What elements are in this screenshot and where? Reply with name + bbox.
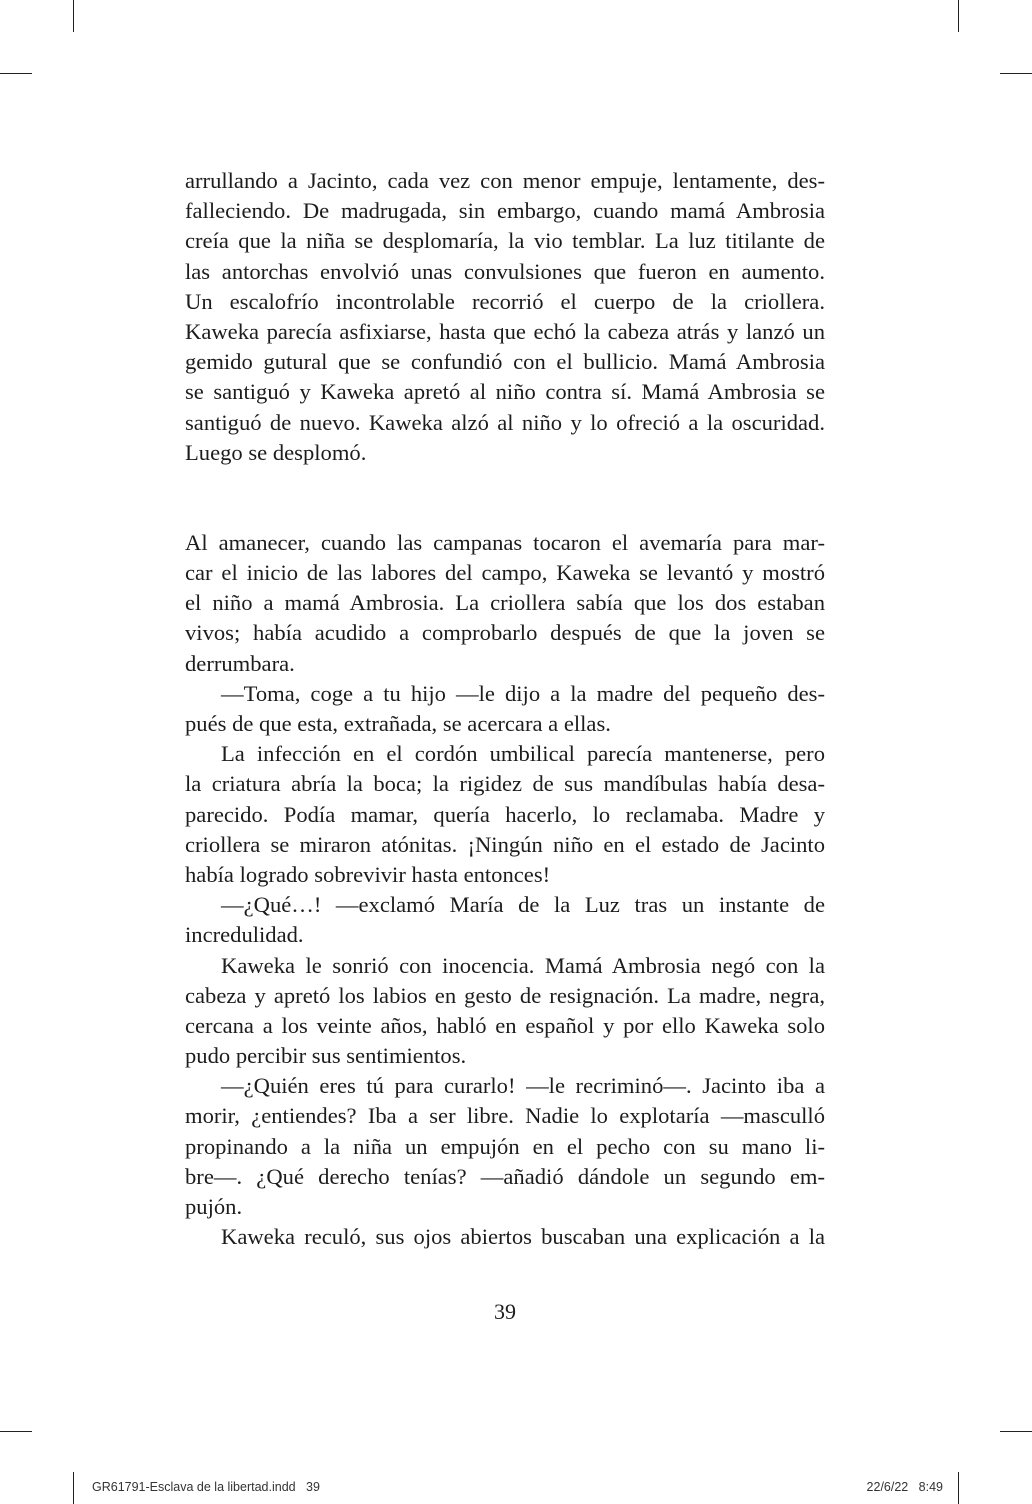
- crop-mark-bottom-left: [73, 1472, 74, 1504]
- text-line: las antorchas envolvió unas convulsiones que fueron en aumento.: [185, 258, 825, 284]
- crop-mark-bottom-left-h: [0, 1431, 32, 1432]
- text-line: pués de que esta, extrañada, se acercara a ellas.: [185, 711, 611, 736]
- slug-filename: GR61791-Esclava de la libertad.indd 39: [92, 1480, 320, 1494]
- paragraph: [185, 1071, 825, 1222]
- text-line: morir, ¿entiendes? Iba a ser libre. Nadie lo explotaría —masculló: [185, 1103, 825, 1129]
- text-line: había logrado sobrevivir hasta entonces!: [185, 861, 551, 887]
- paragraph: [185, 739, 825, 890]
- text-line: vivos; había acudido a comprobarlo después de que la joven se: [185, 620, 825, 646]
- text-line: incredulidad.: [185, 922, 304, 948]
- slug-datetime: 22/6/22 8:49: [866, 1480, 943, 1494]
- text-line: propinando a la niña un empujón en el pecho con su mano li-: [185, 1133, 825, 1159]
- crop-mark-bottom-right-h: [1000, 1431, 1032, 1432]
- crop-mark-top-left-h: [0, 73, 32, 74]
- text-line: cercana a los veinte años, habló en español y por ello Kaweka solo: [185, 1012, 825, 1038]
- paragraph: [185, 679, 825, 739]
- body-text: [185, 166, 825, 1252]
- text-line: criollera se miraron atónitas. ¡Ningún niño en el estado de Jacinto: [185, 831, 825, 857]
- section-break: [185, 468, 825, 528]
- text-line: se santiguó y Kaweka apretó al niño contra sí. Mamá Ambrosia se: [185, 379, 825, 405]
- crop-mark-bottom-right: [958, 1472, 959, 1504]
- text-line: —¿Quién eres tú para curarlo! —le recriminó—. Jacinto iba a: [221, 1073, 825, 1099]
- text-line: —Toma, coge a tu hijo —le dijo a la madre del pequeño des-: [221, 680, 825, 706]
- paragraph: [185, 1222, 825, 1252]
- page-number: 39: [494, 1299, 516, 1324]
- text-line: parecido. Podía mamar, quería hacerlo, lo reclamaba. Madre y: [185, 801, 825, 827]
- text-line: gemido gutural que se confundió con el bullicio. Mamá Ambrosia: [185, 349, 825, 375]
- text-line: La infección en el cordón umbilical parecía mantenerse, pero: [221, 741, 825, 767]
- text-line: cabeza y apretó los labios en gesto de resignación. La madre, negra,: [185, 982, 825, 1008]
- text-line: Un escalofrío incontrolable recorrió el cuerpo de la criollera.: [185, 288, 825, 314]
- paragraph: [185, 890, 825, 950]
- text-line: pujón.: [185, 1194, 243, 1219]
- text-line: falleciendo. De madrugada, sin embargo, cuando mamá Ambrosia: [185, 198, 825, 224]
- crop-mark-top-right: [958, 0, 959, 32]
- text-line: Al amanecer, cuando las campanas tocaron el avemaría para mar-: [185, 529, 825, 555]
- text-line: arrullando a Jacinto, cada vez con menor empuje, lentamente, des-: [185, 168, 825, 193]
- text-line: creía que la niña se desplomaría, la vio temblar. La luz titilante de: [185, 228, 825, 254]
- text-line: —¿Qué…! —exclamó María de la Luz tras un instante de: [221, 892, 825, 918]
- paragraph: [185, 951, 825, 1072]
- text-line: car el inicio de las labores del campo, Kaweka se levantó y mostró: [185, 560, 825, 586]
- text-line: Kaweka reculó, sus ojos abiertos buscaban una explicación a la: [221, 1224, 825, 1250]
- text-line: bre—. ¿Qué derecho tenías? —añadió dándole un segundo em-: [185, 1163, 825, 1189]
- text-line: la criatura abría la boca; la rigidez de sus mandíbulas había desa-: [185, 771, 825, 797]
- text-line: santiguó de nuevo. Kaweka alzó al niño y lo ofreció a la oscuridad.: [185, 409, 825, 435]
- text-line: Luego se desplomó.: [185, 439, 367, 465]
- text-line: Kaweka le sonrió con inocencia. Mamá Ambrosia negó con la: [221, 952, 825, 978]
- paragraph: [185, 528, 825, 679]
- crop-mark-top-right-h: [1000, 73, 1032, 74]
- text-line: Kaweka parecía asfixiarse, hasta que echó la cabeza atrás y lanzó un: [185, 318, 825, 344]
- paragraph: [185, 166, 825, 468]
- crop-mark-top-left: [73, 0, 74, 32]
- text-line: el niño a mamá Ambrosia. La criollera sabía que los dos estaban: [185, 590, 825, 616]
- text-line: pudo percibir sus sentimientos.: [185, 1043, 467, 1069]
- text-line: derrumbara.: [185, 650, 295, 676]
